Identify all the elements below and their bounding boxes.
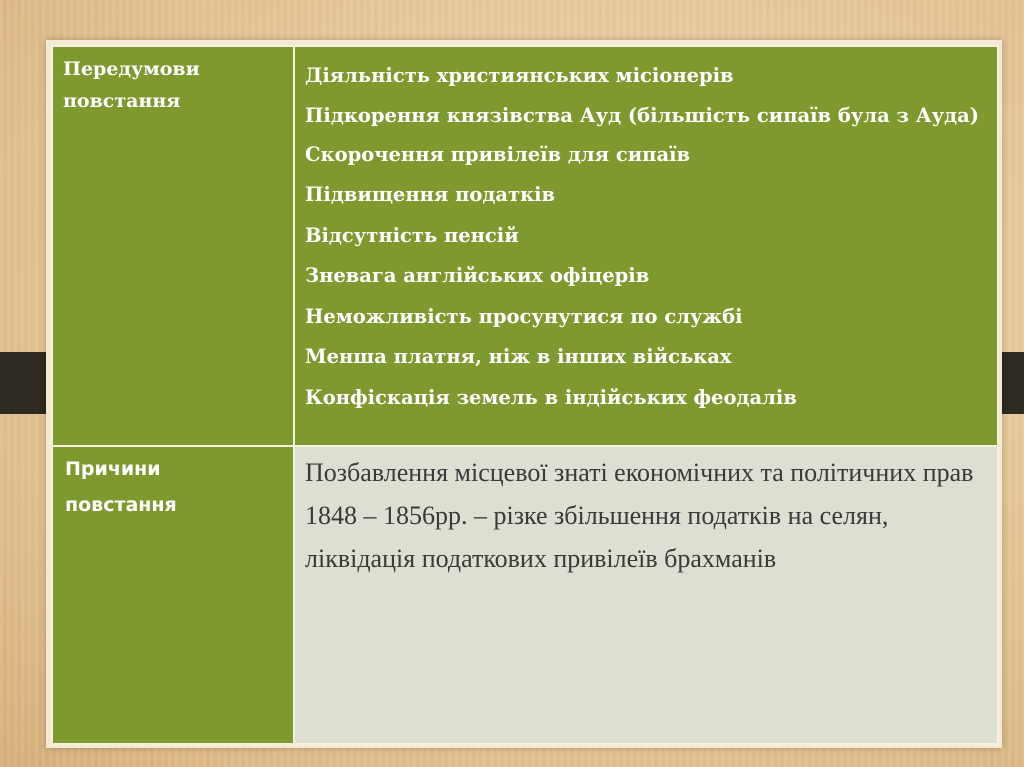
causes-paragraph: 1848 – 1856рр. – різке збільшення податків на селян, ліквідація податкових привілеїв брахманів [305, 501, 889, 573]
list-item: Зневага англійських офіцерів [305, 264, 650, 287]
table-row-prerequisites [52, 46, 998, 446]
list-item: Підкорення князівства Ауд (більшість сипаїв була з Ауда) [305, 103, 980, 127]
causes-content-cell [294, 446, 998, 744]
dark-band-left [0, 352, 48, 414]
list-item: Скорочення привілеїв для сипаїв [305, 142, 691, 166]
causes-heading: Причини повстання [65, 458, 177, 516]
list-item: Діяльність християнських місіонерів [305, 64, 734, 87]
list-item: Відсутність пенсій [305, 223, 519, 247]
prerequisites-content-cell [294, 46, 998, 446]
prerequisites-heading: Передумови повстання [63, 58, 200, 112]
table-row-causes [52, 446, 998, 744]
list-item: Неможливість просунутися по службі [305, 304, 743, 328]
causes-paragraph: Позбавлення місцевої знаті економічних та політичних прав [305, 458, 974, 487]
causes-text [295, 447, 997, 580]
list-item: Конфіскація земель в індійських феодалів [305, 385, 797, 409]
list-item: Менша платня, ніж в інших військах [305, 345, 732, 368]
prerequisites-heading-cell [52, 46, 294, 446]
history-table [51, 45, 999, 745]
causes-heading-cell [52, 446, 294, 744]
prerequisites-list [295, 47, 997, 418]
list-item: Підвищення податків [305, 183, 556, 206]
